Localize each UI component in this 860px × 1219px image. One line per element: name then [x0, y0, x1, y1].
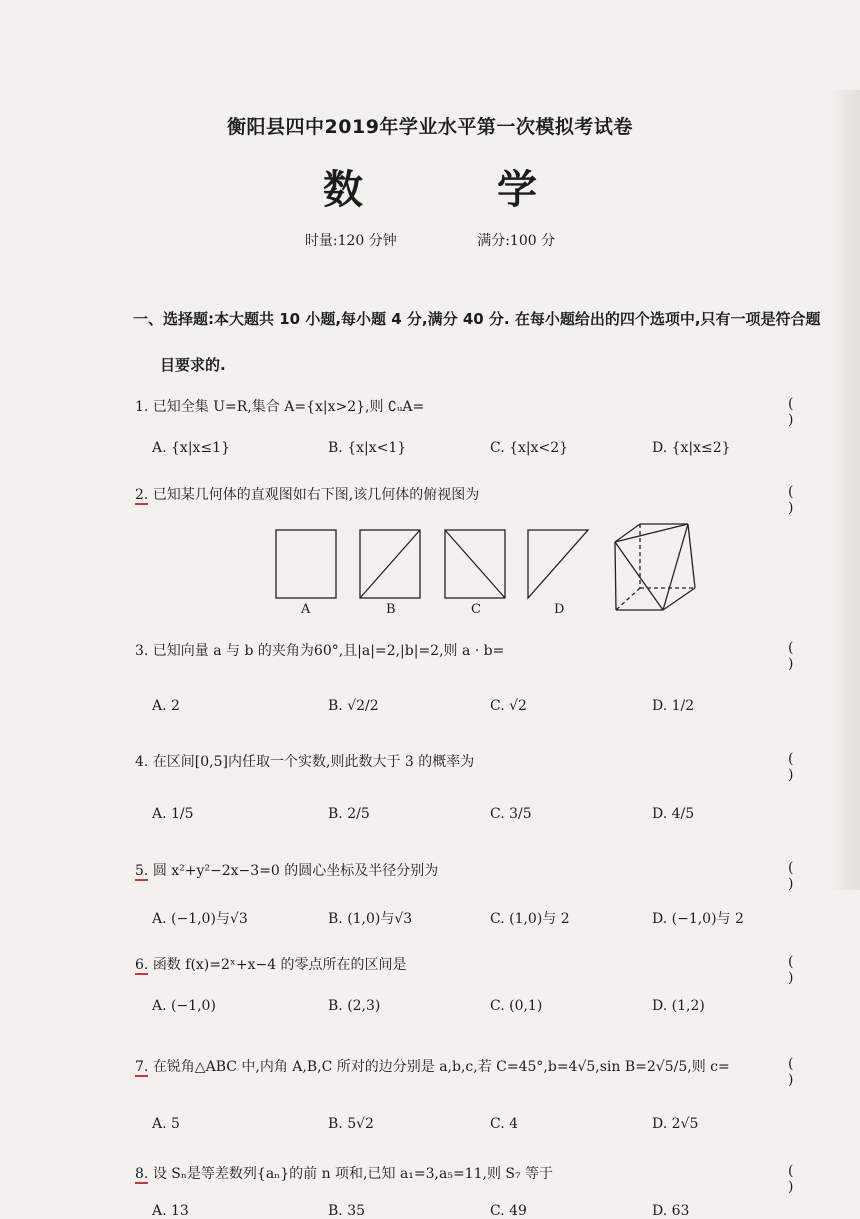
q8-option-b: B. 35 [328, 1203, 366, 1219]
q3-option-b: B. √2/2 [328, 698, 379, 714]
solid-figure [615, 524, 695, 610]
q2-answer-paren: ( ) [788, 484, 816, 516]
q8-option-d: D. 63 [652, 1203, 690, 1219]
q1-stem: 1. 已知全集 U=R,集合 A={x|x>2},则 ∁ᵤA= [135, 399, 425, 415]
section-heading: 一、选择题:本大题共 10 小题,每小题 4 分,满分 40 分. 在每小题给出的四个选项中,只有一项是符合题 [133, 310, 821, 328]
q8-stem [135, 1163, 553, 1183]
q5-option-c: C. (1,0)与 2 [490, 911, 570, 927]
q7-option-c: C. 4 [490, 1116, 519, 1132]
q2-text: 已知某几何体的直观图如右下图,该几何体的俯视图为 [152, 487, 480, 503]
q2-figures [270, 522, 710, 622]
q7-option-b: B. 5√2 [328, 1116, 374, 1132]
q3-option-c: C. √2 [490, 698, 527, 714]
q7-text: 在锐角△ABC 中,内角 A,B,C 所对的边分别是 a,b,c,若 C=45°,b=4√5,sin B=2√5/5,则 c= [152, 1059, 730, 1075]
q2-number: 2. [135, 487, 149, 503]
time-limit: 时量:120 分钟 [304, 233, 397, 249]
q6-answer-paren: ( ) [788, 954, 816, 986]
q4-option-a: A. 1/5 [152, 806, 194, 822]
section-heading-cont: 目要求的. [160, 356, 226, 374]
q4-answer-paren: ( ) [788, 751, 816, 783]
q8-option-a: A. 13 [152, 1203, 189, 1219]
exam-title: 衡阳县四中2019年学业水平第一次模拟考试卷 [227, 116, 633, 138]
q7-option-d: D. 2√5 [652, 1116, 699, 1132]
q3-stem: 3. 已知向量 a 与 b 的夹角为60°,且|a|=2,|b|=2,则 a · b= [135, 643, 505, 659]
q3-answer-paren: ( ) [788, 640, 816, 672]
figure-label-c: C [471, 602, 481, 617]
figure-label-d: D [554, 602, 565, 617]
q6-number: 6. [135, 957, 149, 973]
q2-figure-svg [270, 522, 710, 622]
q1-option-a: A. {x|x≤1} [152, 440, 230, 456]
q7-number: 7. [135, 1059, 149, 1075]
q5-answer-paren: ( ) [788, 860, 816, 892]
q4-option-d: D. 4/5 [652, 806, 695, 822]
figure-label-a: A [301, 602, 311, 617]
q8-text: 设 Sₙ是等差数列{aₙ}的前 n 项和,已知 a₁=3,a₅=11,则 S₇ 等于 [152, 1166, 554, 1182]
figure-b-diagonal [360, 530, 420, 598]
q6-option-b: B. (2,3) [328, 998, 381, 1014]
q8-number: 8. [135, 1166, 149, 1182]
q5-option-a: A. (−1,0)与√3 [152, 911, 248, 927]
q7-option-a: A. 5 [152, 1116, 180, 1132]
q1-option-d: D. {x|x≤2} [652, 440, 731, 456]
q6-option-d: D. (1,2) [652, 998, 705, 1014]
q1-answer-paren: ( ) [788, 396, 816, 428]
q6-stem [135, 954, 407, 974]
q4-option-b: B. 2/5 [328, 806, 370, 822]
figure-a-square [276, 530, 336, 598]
q5-stem [135, 860, 438, 880]
exam-meta [0, 230, 860, 250]
q6-option-c: C. (0,1) [490, 998, 543, 1014]
q4-stem: 4. 在区间[0,5]内任取一个实数,则此数大于 3 的概率为 [135, 754, 475, 770]
q1-option-b: B. {x|x<1} [328, 440, 407, 456]
q7-stem [135, 1056, 730, 1076]
q7-answer-paren: ( ) [788, 1056, 816, 1088]
figure-label-b: B [386, 602, 396, 617]
full-score: 满分:100 分 [477, 233, 556, 249]
q2-stem [135, 484, 479, 504]
q8-answer-paren: ( ) [788, 1163, 816, 1195]
q5-text: 圆 x²+y²−2x−3=0 的圆心坐标及半径分别为 [152, 863, 439, 879]
q5-option-b: B. (1,0)与√3 [328, 911, 413, 927]
q8-option-c: C. 49 [490, 1203, 527, 1219]
q3-option-a: A. 2 [152, 698, 180, 714]
q6-option-a: A. (−1,0) [152, 998, 216, 1014]
q1-option-c: C. {x|x<2} [490, 440, 569, 456]
subject-title: 数 学 [323, 167, 597, 213]
figure-c-diagonal [445, 530, 505, 598]
q4-option-c: C. 3/5 [490, 806, 532, 822]
figure-d-triangle [528, 530, 588, 598]
q5-number: 5. [135, 863, 149, 879]
q3-option-d: D. 1/2 [652, 698, 695, 714]
q5-option-d: D. (−1,0)与 2 [652, 911, 744, 927]
q6-text: 函数 f(x)=2ˣ+x−4 的零点所在的区间是 [152, 957, 407, 973]
